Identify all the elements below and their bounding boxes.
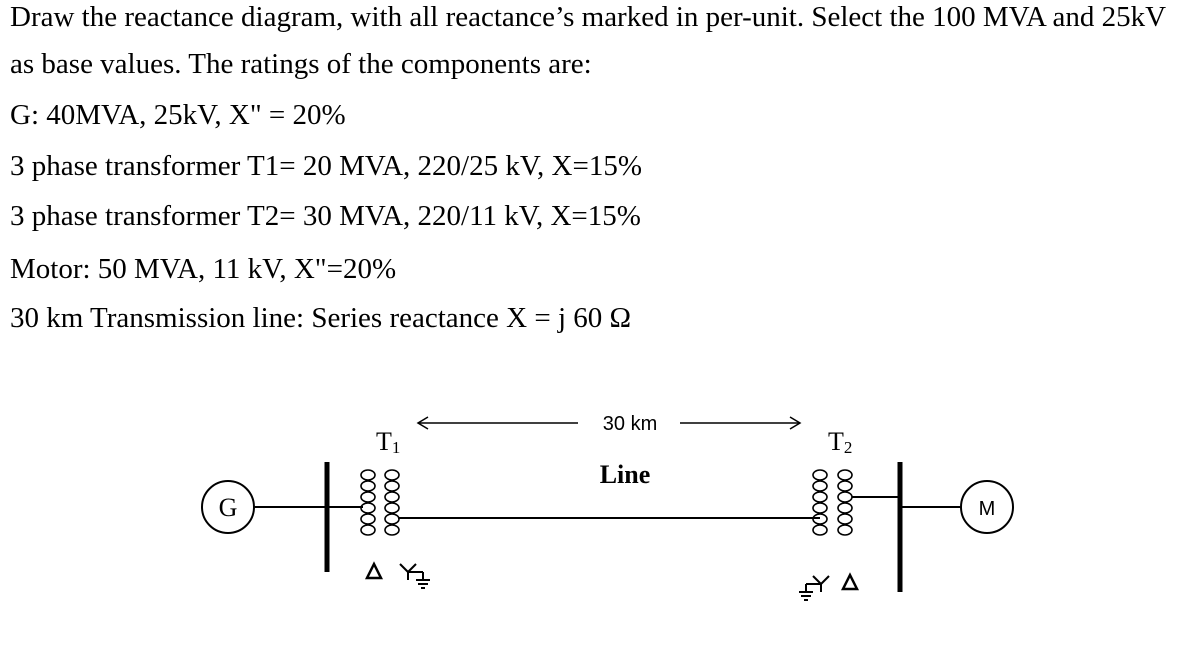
generator-label: G (218, 493, 238, 522)
problem-line-1: Draw the reactance diagram, with all reactance’s marked in per-unit. Select the 100 MVA and 25kV (10, 1, 1167, 33)
problem-line-motor: Motor: 50 MVA, 11 kV, X"=20% (10, 253, 397, 285)
t2-wye-grounded-icon (799, 576, 829, 600)
t1-winding-primary (361, 470, 375, 535)
problem-line-generator: G: 40MVA, 25kV, X" = 20% (10, 99, 346, 131)
problem-line-transformer-t2: 3 phase transformer T2= 30 MVA, 220/11 kV, X=15% (10, 200, 641, 232)
motor-label: M (978, 498, 996, 520)
line-label: Line (599, 460, 651, 489)
t2-label: T2 (828, 427, 853, 457)
distance-label: 30 km (602, 413, 658, 435)
t1-winding-secondary (385, 470, 399, 535)
t1-wye-grounded-icon (400, 564, 430, 588)
problem-line-transmission: 30 km Transmission line: Series reactance X = j 60 Ω (10, 302, 632, 334)
motor (961, 481, 1013, 533)
t2-winding-secondary (838, 470, 852, 535)
t1-label: T1 (376, 427, 401, 457)
t1-delta-icon (367, 564, 381, 578)
one-line-diagram (0, 380, 1200, 646)
t2-delta-icon (843, 575, 857, 589)
generator (202, 481, 254, 533)
t2-winding-primary (813, 470, 827, 535)
problem-line-2: as base values. The ratings of the components are: (10, 48, 592, 80)
problem-line-transformer-t1: 3 phase transformer T1= 20 MVA, 220/25 kV, X=15% (10, 150, 642, 182)
